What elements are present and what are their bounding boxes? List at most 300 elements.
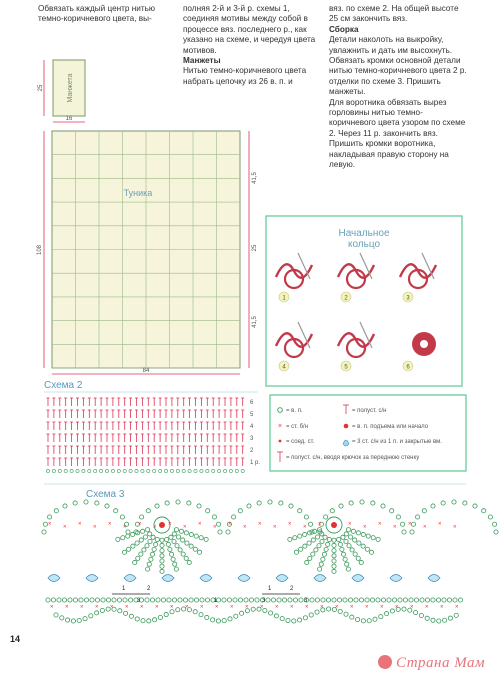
chain-stitch — [160, 569, 164, 573]
step-number: 3 — [406, 295, 410, 302]
single-crochet: × — [438, 521, 442, 528]
chain-stitch — [185, 541, 189, 545]
schema-2-title: Схема 2 — [44, 380, 83, 391]
flower-center-dot — [159, 522, 165, 528]
chain-base — [159, 469, 162, 472]
chain-stitch — [344, 532, 348, 536]
cluster-stitch — [200, 575, 212, 582]
chain-stitch — [149, 557, 153, 561]
chain-stitch — [46, 598, 50, 602]
chain-stitch — [160, 549, 164, 553]
chain-stitch — [150, 552, 154, 556]
chain-stitch — [298, 618, 302, 622]
schema-2-row-number: 5 — [250, 412, 254, 418]
chain-stitch — [155, 504, 159, 508]
chain-stitch — [193, 547, 197, 551]
chain-stitch — [156, 598, 160, 602]
chain-stitch — [431, 504, 435, 508]
single-crochet: × — [408, 521, 412, 528]
chain-base — [200, 469, 203, 472]
chain-stitch — [251, 607, 255, 611]
single-crochet: × — [228, 521, 232, 528]
chain-stitch — [482, 509, 486, 513]
chain-stitch — [332, 549, 336, 553]
tunic-right-bottom-dim: 41,5 — [252, 316, 258, 328]
chain-stitch — [212, 515, 216, 519]
cluster-stitch — [124, 575, 136, 582]
single-crochet: × — [318, 521, 322, 528]
chain-stitch — [332, 559, 336, 563]
chain-stitch — [431, 618, 435, 622]
schema-2-row-number: 6 — [250, 400, 254, 406]
chain-stitch — [282, 598, 286, 602]
chain-stitch — [277, 598, 281, 602]
chain-stitch — [184, 556, 188, 560]
single-crochet: × — [140, 604, 144, 611]
chain-stitch — [280, 617, 284, 621]
schema-3-row-number: 2 — [147, 586, 151, 592]
chain-stitch — [199, 613, 203, 617]
single-crochet: × — [63, 524, 67, 531]
chain-base — [182, 469, 185, 472]
chain-base — [105, 469, 108, 472]
cluster-stitch — [86, 575, 98, 582]
chain-stitch — [315, 535, 319, 539]
schema-3-row-number: 3 — [304, 598, 308, 604]
ring-title-1: Начальное — [338, 228, 390, 239]
chain-stitch — [216, 619, 220, 623]
chain-stitch — [255, 598, 259, 602]
chain-stitch — [411, 522, 415, 526]
chain-stitch — [238, 509, 242, 513]
chain-stitch — [373, 617, 377, 621]
single-crochet: × — [275, 604, 279, 611]
tunic-label: Туника — [123, 188, 153, 198]
chain-stitch — [131, 544, 135, 548]
col3-paragraph-2: Детали наколоть на выкройку, увлажнить и дать им высохнуть. Обвязать кромки основной детали нитью темно-коричневого цвета 2 р. отделки по схеме 3. Пришить манжеты. — [329, 35, 467, 97]
single-crochet: × — [215, 604, 219, 611]
chain-base — [111, 469, 114, 472]
chain-stitch — [199, 536, 203, 540]
chain-stitch — [247, 504, 251, 508]
schema-3 — [42, 484, 498, 623]
schema-3-row-number: 3 — [137, 598, 141, 604]
chain-stitch — [161, 598, 165, 602]
chain-stitch — [129, 614, 133, 618]
chain-stitch — [307, 541, 311, 545]
cluster-stitch — [238, 575, 250, 582]
chain-stitch — [324, 515, 328, 519]
chain-stitch — [414, 610, 418, 614]
chain-stitch — [326, 542, 330, 546]
chain-stitch — [344, 612, 348, 616]
single-crochet: × — [320, 604, 324, 611]
chain-stitch — [216, 522, 220, 526]
chain-stitch — [365, 547, 369, 551]
chain-stitch — [361, 544, 365, 548]
chain-stitch — [147, 562, 151, 566]
chain-stitch — [155, 537, 159, 541]
chain-stitch — [42, 530, 46, 534]
chain-stitch — [145, 528, 149, 532]
chain-stitch — [95, 501, 99, 505]
chain-stitch — [354, 598, 358, 602]
single-crochet: × — [363, 524, 367, 531]
chain-stitch — [463, 501, 467, 505]
chain-stitch — [249, 598, 253, 602]
chain-stitch — [343, 598, 347, 602]
chain-stitch — [164, 612, 168, 616]
chain-stitch — [308, 556, 312, 560]
chain-stitch — [410, 530, 414, 534]
chain-stitch — [376, 598, 380, 602]
chain-stitch — [370, 598, 374, 602]
col3-paragraph-3: Для воротника обвязать вырез горловины нитью темно-коричневого цвета узором по схеме 2. Через 11 р. закончить вяз. Пришить кромки воротника, накладывая правую сторону на левую. — [329, 97, 466, 170]
cluster-stitch — [276, 575, 288, 582]
starting-ring-box — [266, 216, 462, 386]
single-crochet: × — [213, 524, 217, 531]
chain-stitch — [168, 547, 172, 551]
chain-stitch — [310, 598, 314, 602]
chain-stitch — [311, 538, 315, 542]
chain-stitch — [187, 501, 191, 505]
ring-hole — [420, 340, 428, 348]
chain-stitch — [398, 598, 402, 602]
cluster-stitch — [428, 575, 440, 582]
chain-stitch — [320, 539, 324, 543]
chain-stitch — [120, 515, 124, 519]
chain-stitch — [158, 615, 162, 619]
chain-stitch — [332, 543, 336, 547]
chain-base — [206, 469, 209, 472]
chain-stitch — [339, 504, 343, 508]
single-crochet: × — [348, 521, 352, 528]
single-crochet: × — [153, 524, 157, 531]
chain-base — [188, 469, 191, 472]
chain-stitch — [140, 515, 144, 519]
chain-base — [64, 469, 67, 472]
chain-stitch — [153, 618, 157, 622]
chain-stitch — [488, 515, 492, 519]
chain-stitch — [349, 501, 353, 505]
chain-stitch — [257, 501, 261, 505]
chain-stitch — [169, 552, 173, 556]
chain-stitch — [303, 616, 307, 620]
chain-base — [46, 469, 49, 472]
chain-stitch — [51, 598, 55, 602]
chain-stitch — [160, 559, 164, 563]
chain-stitch — [141, 619, 145, 623]
chain-stitch — [73, 598, 77, 602]
chain-stitch — [206, 509, 210, 513]
chain-stitch — [148, 539, 152, 543]
chain-stitch — [147, 619, 151, 623]
chain-stitch — [288, 537, 292, 541]
schema-2-row-number: 2 — [250, 448, 254, 454]
chain-stitch — [105, 504, 109, 508]
chain-stitch — [181, 552, 185, 556]
chain-stitch — [371, 501, 375, 505]
chain-stitch — [172, 539, 176, 543]
chain-stitch — [299, 547, 303, 551]
chain-stitch — [420, 598, 424, 602]
tunic-width-dim: 84 — [142, 368, 150, 374]
chain-stitch — [344, 539, 348, 543]
chain-stitch — [114, 509, 118, 513]
chain-stitch — [340, 547, 344, 551]
chain-base — [94, 469, 97, 472]
legend-soed: = соед. ст. — [286, 439, 315, 445]
chain-stitch — [181, 538, 185, 542]
chain-stitch — [298, 509, 302, 513]
chain-stitch — [353, 552, 357, 556]
chain-base — [229, 469, 232, 472]
single-crochet: × — [78, 521, 82, 528]
cluster-stitch — [390, 575, 402, 582]
chain-stitch — [126, 530, 130, 534]
chain-stitch — [332, 564, 336, 568]
chain-stitch — [416, 515, 420, 519]
chain-stitch — [116, 537, 120, 541]
chain-stitch — [152, 547, 156, 551]
chain-stitch — [308, 522, 312, 526]
chain-stitch — [200, 598, 204, 602]
chain-stitch — [172, 598, 176, 602]
chain-stitch — [160, 543, 164, 547]
chain-stitch — [240, 611, 244, 615]
single-crochet: × — [110, 604, 114, 611]
chain-stitch — [347, 544, 351, 548]
single-crochet: × — [80, 604, 84, 611]
chain-stitch — [79, 598, 83, 602]
chain-stitch — [136, 556, 140, 560]
chain-stitch — [414, 598, 418, 602]
chain-base — [176, 469, 179, 472]
chain-stitch — [54, 509, 58, 513]
chain-stitch — [62, 598, 66, 602]
chain-stitch — [73, 501, 77, 505]
sewing-pattern — [37, 60, 258, 374]
chain-stitch — [447, 598, 451, 602]
chain-base — [129, 469, 132, 472]
chain-stitch — [330, 509, 334, 513]
chain-stitch — [178, 598, 182, 602]
chain-stitch — [324, 547, 328, 551]
chain-stitch — [431, 598, 435, 602]
chain-stitch — [194, 598, 198, 602]
chain-stitch — [133, 560, 137, 564]
chain-stitch — [234, 614, 238, 618]
chain-stitch — [84, 598, 88, 602]
chain-stitch — [63, 504, 67, 508]
chain-stitch — [356, 617, 360, 621]
chain-stitch — [367, 619, 371, 623]
chain-stitch — [332, 569, 336, 573]
chain-stitch — [322, 552, 326, 556]
single-crochet: × — [380, 604, 384, 611]
chain-stitch — [84, 500, 88, 504]
turning-chain-icon — [344, 424, 349, 429]
ring-title-2: кольцо — [347, 239, 381, 250]
single-crochet: × — [168, 521, 172, 528]
chain-stitch — [365, 598, 369, 602]
chain-stitch — [160, 554, 164, 558]
chain-stitch — [118, 609, 122, 613]
chain-stitch — [376, 537, 380, 541]
schema-3-row-number: 1 — [268, 586, 272, 592]
chain-stitch — [160, 564, 164, 568]
chain-stitch — [381, 504, 385, 508]
schema-2-row-number: 4 — [250, 424, 254, 430]
chain-stitch — [139, 538, 143, 542]
tunic-right-mid-dim: 25 — [252, 244, 258, 252]
single-crochet: × — [200, 604, 204, 611]
chain-stitch — [350, 615, 354, 619]
chain-stitch — [400, 522, 404, 526]
chain-stitch — [211, 618, 215, 622]
chain-stitch — [175, 544, 179, 548]
chain-stitch — [222, 619, 226, 623]
chain-stitch — [437, 619, 441, 623]
chain-stitch — [361, 619, 365, 623]
chain-stitch — [244, 598, 248, 602]
single-crochet: × — [440, 604, 444, 611]
chain-stitch — [387, 598, 391, 602]
chain-stitch — [89, 614, 93, 618]
tunic-height-dim: 108 — [37, 244, 43, 256]
chain-stitch — [143, 535, 147, 539]
chain-stitch — [369, 550, 373, 554]
chain-stitch — [269, 611, 273, 615]
single-crochet: × — [288, 521, 292, 528]
chain-stitch — [332, 598, 336, 602]
chain-stitch — [112, 598, 116, 602]
single-crochet: × — [50, 604, 54, 611]
chain-stitch — [174, 567, 178, 571]
chain-stitch — [357, 541, 361, 545]
chain-stitch — [148, 532, 152, 536]
chain-stitch — [184, 531, 188, 535]
chain-base — [153, 469, 156, 472]
chain-stitch — [492, 522, 496, 526]
chain-stitch — [197, 550, 201, 554]
chain-stitch — [121, 536, 125, 540]
chain-stitch — [346, 567, 350, 571]
chain-stitch — [361, 532, 365, 536]
chain-stitch — [48, 515, 52, 519]
legend-box — [270, 395, 466, 471]
chain-stitch — [146, 567, 150, 571]
chain-stitch — [274, 614, 278, 618]
chain-stitch — [187, 560, 191, 564]
chain-stitch — [160, 538, 164, 542]
chain-stitch — [174, 528, 178, 532]
chain-stitch — [436, 598, 440, 602]
step-number: 5 — [344, 364, 348, 371]
chain-stitch — [151, 535, 155, 539]
col2-paragraph-2: Нитью темно-коричневого цвета набрать цепочку из 26 в. п. и — [183, 66, 307, 86]
chain-stitch — [176, 608, 180, 612]
chain-stitch — [289, 504, 293, 508]
col2-paragraph-1: полняя 2-й и 3-й р. схемы 1, соединяя мотивы между собой в процессе вяз. последнего р., как указано на схеме, и чередуя цвета мотивов. — [183, 4, 316, 55]
legend-sbn: = ст. б/н — [286, 424, 309, 430]
chain-stitch — [318, 567, 322, 571]
single-crochet-icon: × — [278, 423, 283, 430]
chain-stitch — [83, 616, 87, 620]
chain-stitch — [228, 617, 232, 621]
chain-stitch — [315, 610, 319, 614]
single-crochet: × — [425, 604, 429, 611]
chain-stitch — [197, 504, 201, 508]
chain-stitch — [268, 500, 272, 504]
chain-stitch — [379, 615, 383, 619]
chain-stitch — [54, 613, 58, 617]
chain-stitch — [419, 613, 423, 617]
chain-stitch — [350, 548, 354, 552]
chain-stitch — [452, 500, 456, 504]
single-crochet: × — [303, 524, 307, 531]
chain-stitch — [332, 554, 336, 558]
chain-stitch — [371, 536, 375, 540]
chain-stitch — [312, 529, 316, 533]
chain-stitch — [298, 534, 302, 538]
chain-base — [223, 469, 226, 472]
chain-stitch — [172, 532, 176, 536]
chain-stitch — [360, 500, 364, 504]
single-crochet: × — [138, 521, 142, 528]
chain-stitch — [288, 598, 292, 602]
chain-stitch — [238, 598, 242, 602]
chain-stitch — [448, 616, 452, 620]
chain-stitch — [326, 598, 330, 602]
chain-stitch — [218, 530, 222, 534]
chain-stitch — [292, 619, 296, 623]
chain-stitch — [169, 535, 173, 539]
chain-stitch — [305, 560, 309, 564]
chain-base — [123, 469, 126, 472]
chain-stitch — [205, 598, 209, 602]
chain-stitch — [131, 532, 135, 536]
chain-stitch — [348, 535, 352, 539]
chain-stitch — [343, 557, 347, 561]
chain-stitch — [145, 598, 149, 602]
single-crochet: × — [95, 604, 99, 611]
single-crochet: × — [350, 604, 354, 611]
chain-stitch — [390, 509, 394, 513]
cuff-width-dim: 16 — [65, 116, 73, 122]
schema-2-row-number: 3 — [250, 436, 254, 442]
chain-base — [212, 469, 215, 472]
chain-stitch — [165, 501, 169, 505]
chain-base — [147, 469, 150, 472]
single-crochet: × — [273, 524, 277, 531]
chain-stitch — [359, 598, 363, 602]
chain-base — [82, 469, 85, 472]
schema-2-row-number: 1 р. — [250, 460, 261, 466]
cluster-stitch — [162, 575, 174, 582]
chain-stitch — [154, 542, 158, 546]
chain-stitch — [293, 536, 297, 540]
chain-stitch — [95, 598, 99, 602]
chain-stitch — [173, 562, 177, 566]
chain-stitch — [271, 598, 275, 602]
cluster-stitch — [352, 575, 364, 582]
single-crochet: × — [123, 524, 127, 531]
chain-stitch — [366, 534, 370, 538]
legend-three: = 3 ст. с/н из 1 п. и закрытые вм. — [352, 439, 442, 445]
single-crochet: × — [453, 524, 457, 531]
chain-stitch — [341, 535, 345, 539]
